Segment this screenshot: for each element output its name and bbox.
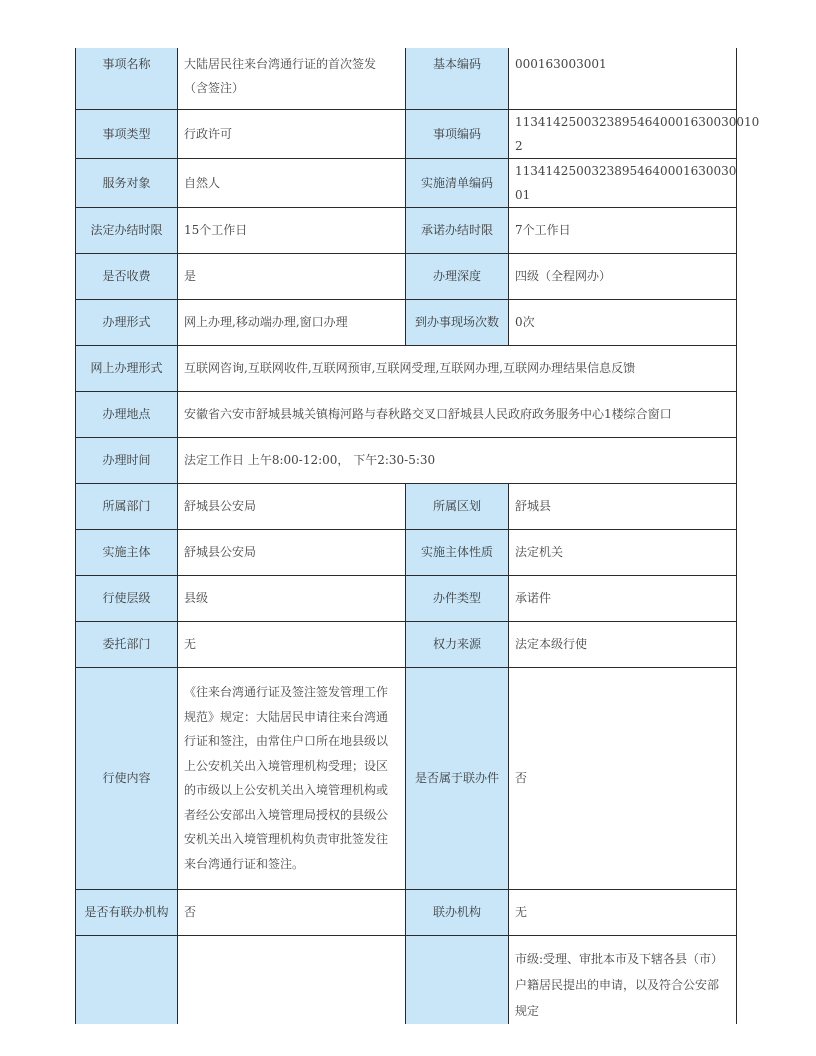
fee-charged-label: 是否收费 — [76, 253, 178, 299]
table-row — [76, 529, 737, 575]
body-nature-value: 法定机关 — [509, 529, 737, 575]
region-value: 舒城县 — [509, 483, 737, 529]
service-object-value: 自然人 — [178, 158, 406, 207]
department-value: 舒城县公安局 — [178, 483, 406, 529]
entrusted-department-label: 委托部门 — [76, 621, 178, 667]
body-nature-label: 实施主体性质 — [406, 529, 509, 575]
online-handling-form-value: 互联网咨询,互联网收件,互联网预审,互联网受理,互联网办理,互联网办理结果信息反馈 — [178, 345, 737, 391]
continued-value — [178, 935, 406, 1024]
handling-depth-label: 办理深度 — [406, 253, 509, 299]
joint-agency-value: 无 — [509, 889, 737, 935]
table-row — [76, 158, 737, 207]
fee-charged-value: 是 — [178, 253, 406, 299]
online-handling-form-label: 网上办理形式 — [76, 345, 178, 391]
table-row — [76, 575, 737, 621]
basic-code-label: 基本编码 — [406, 48, 509, 109]
implementation-list-code-value: 11341425003238954640001630030 01 — [509, 158, 737, 207]
department-label: 所属部门 — [76, 483, 178, 529]
item-name-label: 事项名称 — [76, 48, 178, 109]
power-source-value: 法定本级行使 — [509, 621, 737, 667]
table-row — [76, 437, 737, 483]
handling-form-value: 网上办理,移动端办理,窗口办理 — [178, 299, 406, 345]
review-scope-value: 市级:受理、审批本市及下辖各县（市）户籍居民提出的申请，以及符合公安部规定 — [509, 935, 737, 1024]
onsite-visits-label: 到办事现场次数 — [406, 299, 509, 345]
service-object-label: 服务对象 — [76, 158, 178, 207]
joint-agency-label: 联办机构 — [406, 889, 509, 935]
case-type-value: 承诺件 — [509, 575, 737, 621]
item-type-label: 事项类型 — [76, 109, 178, 158]
exercise-content-label: 行使内容 — [76, 667, 178, 889]
handling-form-label: 办理形式 — [76, 299, 178, 345]
table-row — [76, 253, 737, 299]
table-row — [76, 889, 737, 935]
has-joint-agency-value: 否 — [178, 889, 406, 935]
implementing-body-label: 实施主体 — [76, 529, 178, 575]
onsite-visits-value: 0次 — [509, 299, 737, 345]
table-row — [76, 48, 737, 109]
item-code-value: 11341425003238954640001630030010 2 — [509, 109, 737, 158]
has-joint-agency-label: 是否有联办机构 — [76, 889, 178, 935]
handling-location-value: 安徽省六安市舒城县城关镇梅河路与春秋路交叉口舒城县人民政府政务服务中心1楼综合窗口 — [178, 391, 737, 437]
table-row — [76, 207, 737, 253]
table-row — [76, 667, 737, 889]
table-row — [76, 935, 737, 1024]
handling-depth-value: 四级（全程网办） — [509, 253, 737, 299]
table-row — [76, 345, 737, 391]
promised-time-limit-value: 7个工作日 — [509, 207, 737, 253]
implementation-list-code-label: 实施清单编码 — [406, 158, 509, 207]
matter-info-table — [75, 48, 760, 1024]
continued-label — [76, 935, 178, 1024]
implementing-body-value: 舒城县公安局 — [178, 529, 406, 575]
legal-time-limit-label: 法定办结时限 — [76, 207, 178, 253]
table-row — [76, 483, 737, 529]
table-row — [76, 391, 737, 437]
table-row — [76, 109, 737, 158]
table-row — [76, 621, 737, 667]
entrusted-department-value: 无 — [178, 621, 406, 667]
legal-time-limit-value: 15个工作日 — [178, 207, 406, 253]
joint-case-value: 否 — [509, 667, 737, 889]
exercise-content-value: 《往来台湾通行证及签注签发管理工作规范》规定：大陆居民申请往来台湾通行证和签注，由常住户口所在地县级以上公安机关出入境管理机构受理；设区的市级以上公安机关出入境管理机构或者经公安部出入境管理局授权的县级公安机关出入境管理机构负责审批签发往来台湾通行证和签注。 — [178, 667, 406, 889]
table-row — [76, 299, 737, 345]
promised-time-limit-label: 承诺办结时限 — [406, 207, 509, 253]
item-name-value: 大陆居民往来台湾通行证的首次签发（含签注） — [178, 48, 406, 109]
exercise-level-value: 县级 — [178, 575, 406, 621]
power-source-label: 权力来源 — [406, 621, 509, 667]
handling-time-value: 法定工作日 上午8:00-12:00， 下午2:30-5:30 — [178, 437, 737, 483]
basic-code-value: 000163003001 — [509, 48, 737, 109]
case-type-label: 办件类型 — [406, 575, 509, 621]
continued-label-2 — [406, 935, 509, 1024]
item-code-label: 事项编码 — [406, 109, 509, 158]
exercise-level-label: 行使层级 — [76, 575, 178, 621]
handling-location-label: 办理地点 — [76, 391, 178, 437]
item-type-value: 行政许可 — [178, 109, 406, 158]
handling-time-label: 办理时间 — [76, 437, 178, 483]
region-label: 所属区划 — [406, 483, 509, 529]
joint-case-label: 是否属于联办件 — [406, 667, 509, 889]
